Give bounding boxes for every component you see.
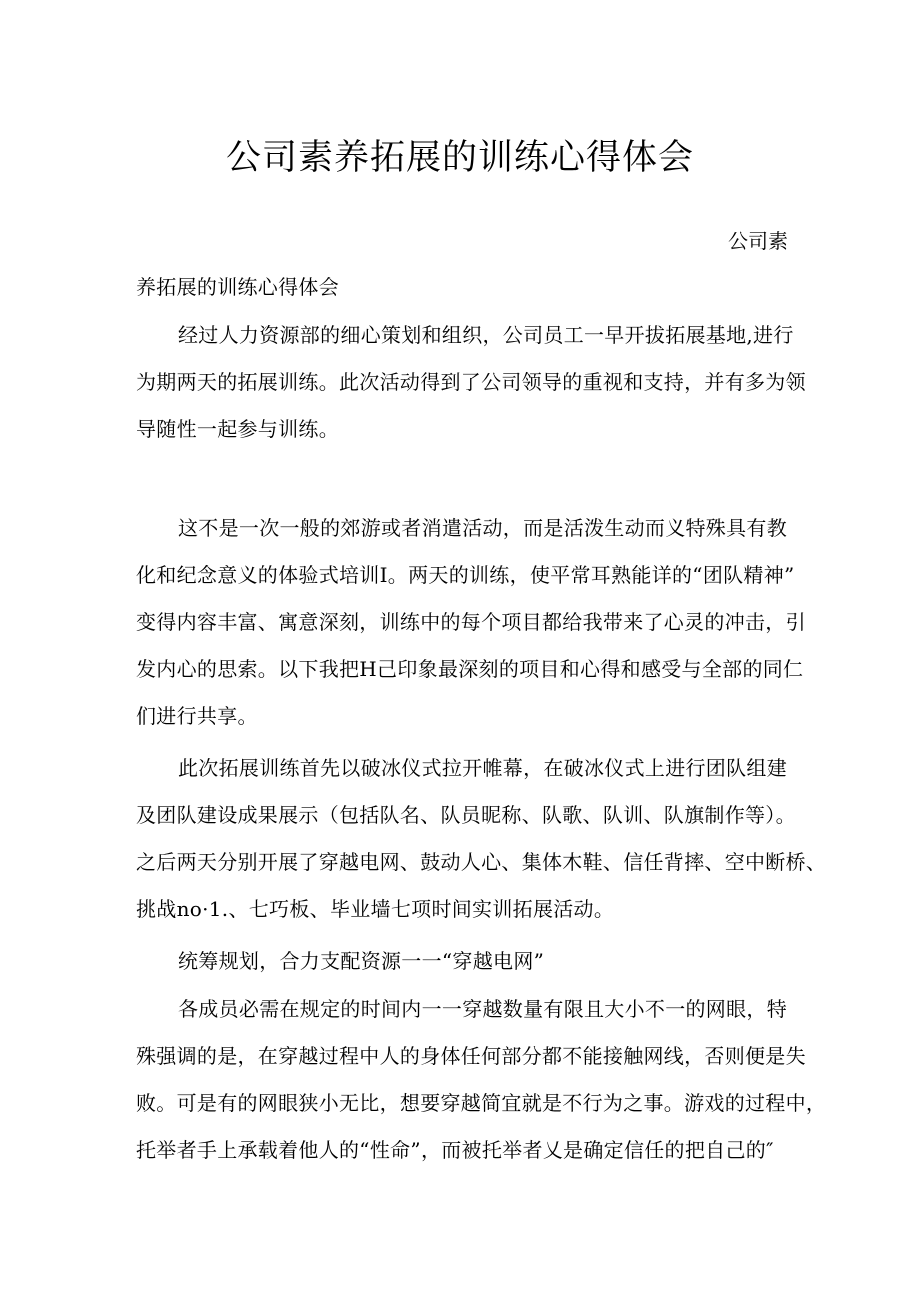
paragraph-line: 为期两天的拓展训练。此次活动得到了公司领导的重视和支持，并有多为领 bbox=[136, 370, 806, 394]
paragraph-line: 之后两天分别开展了穿越电网、鼓动人心、集体木鞋、信任背摔、空中断桥、 bbox=[136, 850, 827, 874]
paragraph-line: 此次拓展训练首先以破冰仪式拉开帷幕，在破冰仪式上进行团队组建 bbox=[178, 756, 787, 780]
paragraph-line: 败。可是有的网眼狭小无比，想要穿越简宜就是不行为之事。游戏的过程中， bbox=[136, 1091, 827, 1115]
paragraph-line: 变得内容丰富、寓意深刻，训练中的每个项目都给我带来了心灵的冲击，引 bbox=[136, 610, 806, 634]
paragraph-line: 统筹规划，合力支配资源一一“穿越电网” bbox=[178, 949, 545, 973]
paragraph-activities bbox=[136, 745, 827, 933]
document-byline: 公司素 bbox=[728, 229, 788, 253]
paragraph-line: 及团队建设成果展示（包括队名、队员昵称、队歌、队训、队旗制作等）。 bbox=[136, 803, 796, 827]
paragraph-line: 导随性一起参与训练。 bbox=[136, 417, 339, 441]
document-title: 公司素养拓展的训练心得体会 bbox=[225, 138, 694, 178]
paragraph-line: 发内心的思索。以下我把H己印象最深刻的项目和心得和感受与全部的同仁 bbox=[136, 657, 804, 681]
paragraph-subtitle bbox=[136, 264, 792, 311]
paragraph-line: 挑战no·1.、七巧板、毕业墙七项时间实训拓展活动。 bbox=[136, 897, 615, 921]
paragraph-line: 各成员必需在规定的时间内一一穿越数量有限且大小不一的网眼，特 bbox=[178, 997, 787, 1021]
paragraph-line: 殊强调的是，在穿越过程中人的身体任何部分都不能接触网线，否则便是失 bbox=[136, 1044, 806, 1068]
paragraph-line: 托举者手上承载着他人的“性命”，而被托举者乂是确定信任的把自己的″ bbox=[136, 1138, 774, 1162]
paragraph-electric-net bbox=[136, 986, 827, 1174]
section-heading bbox=[136, 938, 792, 985]
paragraph-intro bbox=[136, 312, 806, 453]
paragraph-line: 们进行共享。 bbox=[136, 704, 258, 728]
paragraph-line: 养拓展的训练心得体会 bbox=[136, 275, 339, 299]
paragraph-line: 化和纪念意义的体验式培训I。两天的训练，使平常耳熟能详的“团队精神” bbox=[136, 563, 795, 587]
paragraph-experience bbox=[136, 505, 806, 740]
paragraph-line: 这不是一次一般的郊游或者消遣活动，而是活泼生动而义特殊具有教 bbox=[178, 516, 787, 540]
paragraph-line: 经过人力资源部的细心策划和组织，公司员工一早开拔拓展基地,进行 bbox=[178, 323, 794, 347]
